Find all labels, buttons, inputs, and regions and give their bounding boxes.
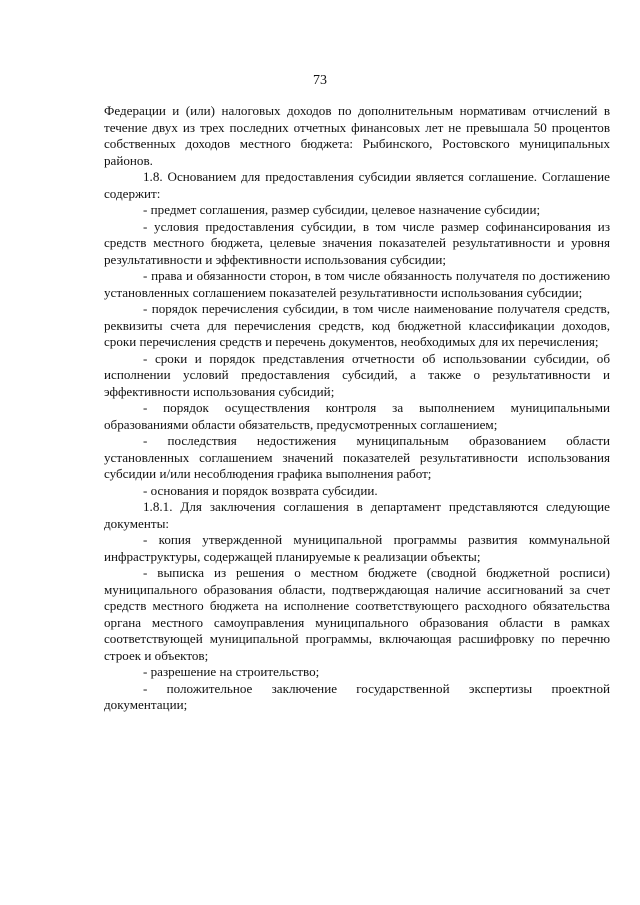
list-item-conditions: - условия предоставления субсидии, в том числе размер софинансирования из средств местного бюджета, целевые значения показателей результативности и уровня результативности и эффективности использования субсидии; (104, 218, 610, 267)
list-item-return: - основания и порядок возврата субсидии. (143, 482, 378, 498)
list-item-transfer-order: - порядок перечисления субсидии, в том числе наименование получателя средств, реквизиты счета для перечисления средств, код бюджетной классификации доходов, сроки перечисления средств и перечень документов, необходимых для их перечисления; (104, 301, 610, 349)
list-item-rights: - права и обязанности сторон, в том числе обязанность получателя по достижению установленных соглашением показателей результативности использования субсидии; (104, 268, 610, 300)
list-item-building-permit: - разрешение на строительство; (143, 664, 320, 679)
page-number: 73 (313, 73, 327, 88)
list-item-reporting: - сроки и порядок представления отчетности об использовании субсидии, об исполнении условий предоставления субсидий, а также о результативности и эффективности использования субсидий; (104, 350, 610, 399)
list-item-budget-extract: - выписка из решения о местном бюджете (сводной бюджетной росписи) муниципального образования области, подтверждающая наличие ассигнований за счет средств местного бюджета на исполнение соответствующего расходного обязательства органа местного самоуправления муниципального образования области в рамках соответствующей муниципальной программы, включающая расшифровку по перечню строек и объектов; (104, 565, 610, 663)
paragraph-section-1-8-1: 1.8.1. Для заключения соглашения в департамент представляются следующие документы: (104, 499, 610, 531)
list-item-expertise-conclusion: - положительное заключение государственной экспертизы проектной документации; (104, 680, 610, 712)
paragraph-section-1-8: 1.8. Основанием для предоставления субсидии является соглашение. Соглашение содержит: (104, 169, 610, 201)
list-item-program-copy: - копия утвержденной муниципальной программы развития коммунальной инфраструктуры, содержащей планируемые к реализации объекты; (104, 532, 610, 564)
paragraph-continuation: Федерации и (или) налоговых доходов по дополнительным нормативам отчислений в течение двух из трех последних отчетных финансовых лет не превышала 50 процентов собственных доходов местного бюджета: Рыбинского, Ростовского муниципальных районов. (104, 103, 610, 168)
list-item-control: - порядок осуществления контроля за выполнением муниципальными образованиями области обязательств, предусмотренных соглашением; (104, 400, 610, 432)
document-body (104, 103, 610, 714)
list-item-consequences: - последствия недостижения муниципальным образованием области установленных соглашением значений показателей результативности использования субсидии и/или несоблюдения графика выполнения работ; (104, 433, 610, 481)
list-item-subject: - предмет соглашения, размер субсидии, целевое назначение субсидии; (143, 202, 541, 217)
